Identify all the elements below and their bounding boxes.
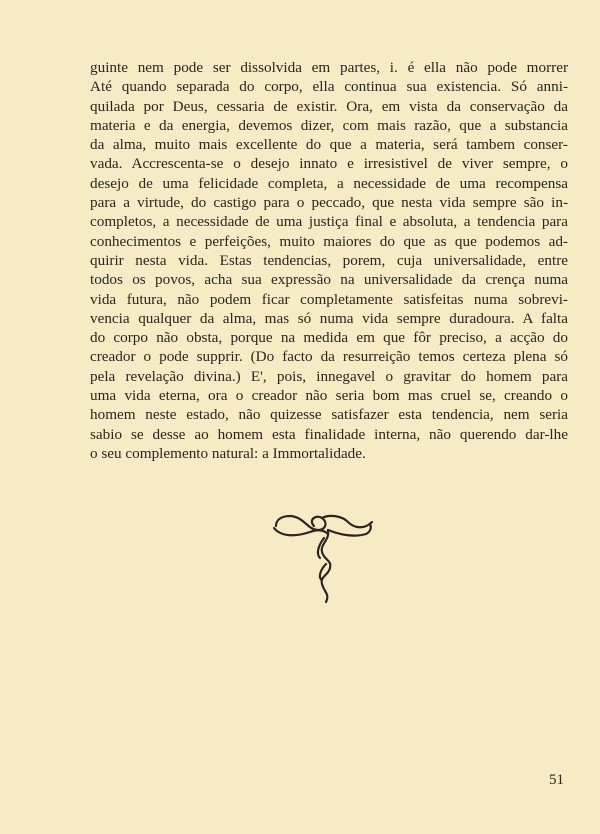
text-line: para a virtude, do castigo para o peccado, que nesta vida sempre são in- (90, 194, 568, 212)
page-number: 51 (549, 772, 564, 788)
text-line: quilada por Deus, cessaria de existir. Ora, em vista da conservação da (90, 97, 568, 115)
text-line: sabio se desse ao homem esta finalidade interna, não querendo dar-lhe (90, 425, 568, 443)
text-line: vada. Accrescenta-se o desejo innato e irresistivel de viver sempre, o (90, 155, 568, 173)
text-line: do corpo não obsta, porque na medida em que fôr preciso, a acção do (90, 329, 568, 347)
text-line: vida futura, não podem ficar completamente satisfeitas numa sobrevi- (90, 290, 568, 308)
text-line: o seu complemento natural: a Immortalidade. (90, 444, 366, 462)
text-line: desejo de uma felicidade completa, a necessidade de uma recompensa (90, 174, 568, 192)
text-line: conhecimentos e perfeições, muito maiores do que as que podemos ad- (90, 232, 568, 250)
text-line: quirir nesta vida. Estas tendencias, porem, cuja universalidade, entre (90, 251, 568, 269)
ornament-flourish-icon (268, 508, 378, 608)
text-line: guinte nem pode ser dissolvida em partes, i. é ella não pode morrer (90, 59, 568, 76)
body-text (90, 58, 568, 463)
text-line: pela revelação divina.) E', pois, innegavel o gravitar do homem para (90, 367, 568, 385)
text-line: materia e da energia, devemos dizer, com mais razão, que a substancia (90, 116, 568, 134)
text-line: homem neste estado, não quizesse satisfazer esta tendencia, nem seria (90, 406, 568, 424)
text-line: todos os povos, acha sua expressão na universalidade da crença numa (90, 271, 568, 289)
text-line: completos, a necessidade de uma justiça final e absoluta, a tendencia para (90, 213, 568, 231)
text-line: da alma, muito mais excellente do que a materia, será tambem conser- (90, 136, 568, 154)
text-line: Até quando separada do corpo, ella continua sua existencia. Só anni- (90, 78, 568, 96)
text-line: creador o pode supprir. (Do facto da resurreição temos certeza plena só (90, 348, 568, 366)
text-line: vencia qualquer da alma, mas só numa vida sempre duradoura. A falta (90, 309, 568, 327)
text-line: uma vida eterna, ora o creador não seria bom mas cruel se, creando o (90, 387, 568, 405)
